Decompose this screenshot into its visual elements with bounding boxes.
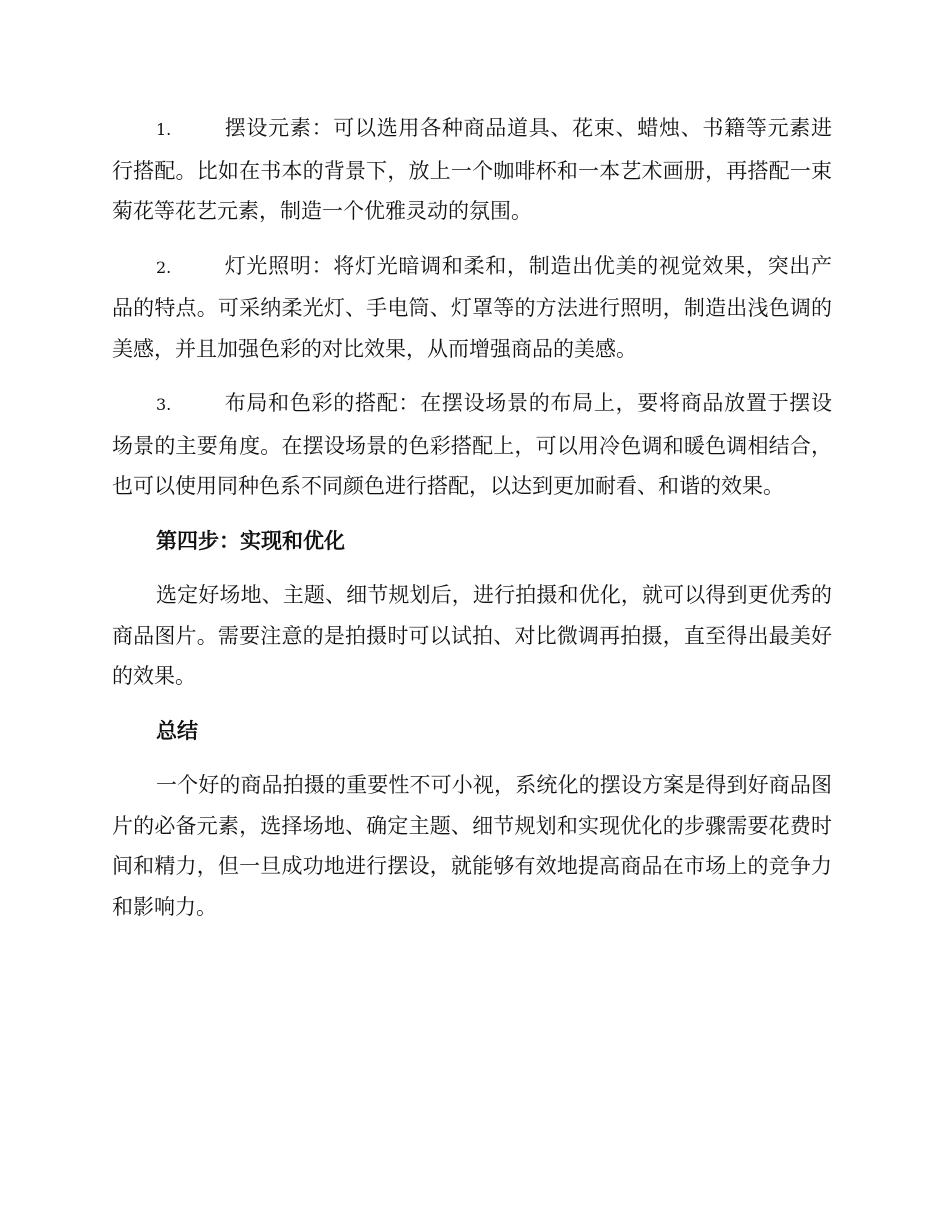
list-number: 1. [156, 120, 172, 139]
summary-heading: 总结 [156, 717, 198, 743]
list-item-3 [112, 383, 832, 507]
step4-heading: 第四步：实现和优化 [156, 527, 345, 553]
list-item-1 [112, 108, 832, 232]
list-item-text: 布局和色彩的搭配：在摆设场景的布局上，要将商品放置于摆设场景的主要角度。在摆设场景的色彩搭配上，可以用冷色调和暖色调相结合，也可以使用同种色系不同颜色进行搭配，以达到更加耐看、和谐的效果。 [112, 391, 832, 498]
list-item-2 [112, 246, 832, 370]
list-item-text: 摆设元素：可以选用各种商品道具、花束、蜡烛、书籍等元素进行搭配。比如在书本的背景下，放上一个咖啡杯和一本艺术画册，再搭配一束菊花等花艺元素，制造一个优雅灵动的氛围。 [112, 116, 832, 223]
step4-paragraph: 选定好场地、主题、细节规划后，进行拍摄和优化，就可以得到更优秀的商品图片。需要注意的是拍摄时可以试拍、对比微调再拍摄，直至得出最美好的效果。 [112, 583, 832, 688]
list-number: 3. [156, 395, 172, 414]
list-number: 2. [156, 257, 172, 277]
document-page [112, 108, 832, 927]
summary-paragraph: 一个好的商品拍摄的重要性不可小视，系统化的摆设方案是得到好商品图片的必备元素，选择场地、确定主题、细节规划和实现优化的步骤需要花费时间和精力，但一旦成功地进行摆设，就能够有效地提高商品在市场上的竞争力和影响力。 [112, 773, 832, 919]
list-item-text: 灯光照明：将灯光暗调和柔和，制造出优美的视觉效果，突出产品的特点。可采纳柔光灯、手电筒、灯罩等的方法进行照明，制造出浅色调的美感，并且加强色彩的对比效果，从而增强商品的美感。 [112, 253, 832, 361]
